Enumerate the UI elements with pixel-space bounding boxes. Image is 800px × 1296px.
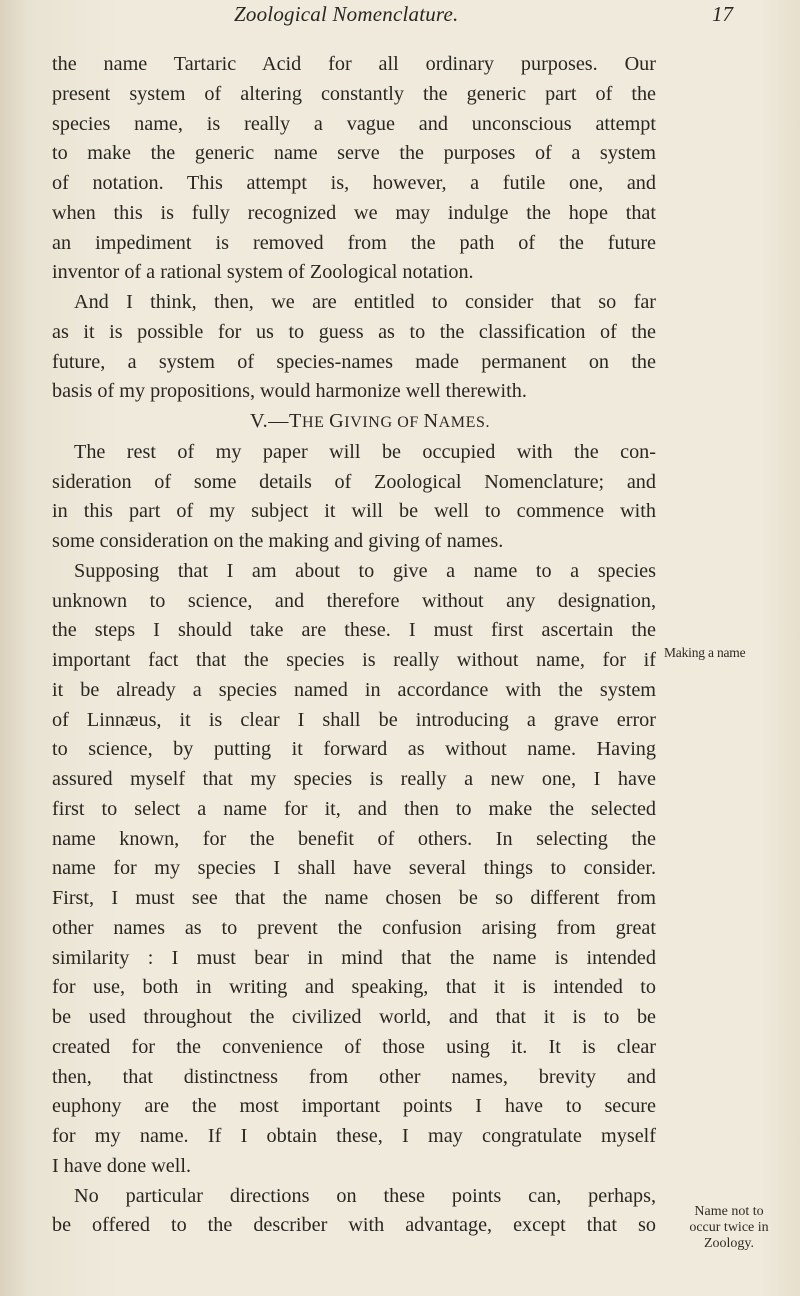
heading-cap: N (423, 410, 439, 432)
text-line: future, a system of species-names made permanent on the (52, 350, 656, 373)
text-line: name known, for the benefit of others. In selecting the (52, 827, 656, 850)
paragraph-1 (52, 50, 656, 288)
heading-numeral: V.— (250, 410, 290, 432)
heading-cap: T (289, 410, 302, 432)
text-line: to make the generic name serve the purposes of a system (52, 142, 656, 165)
text-line: basis of my propositions, would harmonize well therewith. (52, 380, 527, 403)
heading-smallcaps: IVING OF (344, 414, 424, 431)
text-line: first to select a name for it, and then to make the selected (52, 797, 656, 820)
text-line: of Linnæus, it is clear I shall be introducing a grave error (52, 708, 656, 731)
text-line: in this part of my subject it will be well to commence with (52, 500, 656, 523)
text-line: of notation. This attempt is, however, a futile one, and (52, 172, 656, 194)
margin-note-line: Name not to (694, 1204, 764, 1219)
text-line: created for the convenience of those using it. It is clear (52, 1035, 656, 1058)
heading-cap: G (329, 410, 345, 432)
text-line: when this is fully recognized we may indulge the hope that (52, 201, 656, 224)
margin-note-making-a-name: Making a name (664, 645, 746, 660)
text-line: euphony are the most important points I have to secure (52, 1095, 656, 1118)
paragraph-2 (52, 288, 656, 407)
section-heading (52, 407, 656, 438)
heading-smallcaps: AMES. (438, 414, 491, 431)
text-line: I have done well. (52, 1154, 192, 1177)
heading-smallcaps: HE (301, 414, 330, 431)
running-title: Zoological Nomenclature. (234, 2, 459, 26)
body-text (52, 50, 656, 1241)
text-line: similarity : I must bear in mind that the name is intended (52, 946, 656, 969)
text-line: And I think, then, we are entitled to consider that so far (74, 291, 656, 313)
text-line: First, I must see that the name chosen be so different from (52, 887, 656, 909)
text-line: it be already a species named in accordance with the system (52, 678, 656, 701)
paragraph-4 (52, 557, 656, 1182)
text-line: present system of altering constantly the generic part of the (52, 82, 656, 105)
paragraph-3 (52, 438, 656, 557)
text-line: as it is possible for us to guess as to the classification of the (52, 320, 656, 343)
text-line: to science, by putting it forward as without name. Having (52, 738, 656, 761)
text-line: for use, both in writing and speaking, that it is intended to (52, 976, 656, 999)
text-line: some consideration on the making and giving of names. (52, 530, 504, 552)
margin-note-line: Zoology. (703, 1236, 755, 1251)
text-line: other names as to prevent the confusion arising from great (52, 916, 656, 939)
text-line: sideration of some details of Zoological Nomenclature; and (52, 470, 656, 493)
text-line: the steps I should take are these. I must first ascertain the (52, 619, 656, 642)
text-line: inventor of a rational system of Zoological notation. (52, 261, 474, 284)
page-number: 17 (712, 2, 733, 26)
text-line: for my name. If I obtain these, I may congratulate myself (52, 1125, 656, 1147)
margin-note-name-not-twice (664, 1204, 794, 1252)
text-line: assured myself that my species is really a new one, I have (52, 768, 656, 790)
paragraph-5 (52, 1182, 656, 1242)
text-line: then, that distinctness from other names, brevity and (52, 1065, 656, 1088)
text-line: name for my species I shall have several things to consider. (52, 857, 656, 880)
text-line: important fact that the species is really without name, for if (52, 649, 656, 671)
text-line: an impediment is removed from the path of the future (52, 231, 656, 254)
margin-note-line: occur twice in (689, 1220, 769, 1235)
text-line: Supposing that I am about to give a name to a species (74, 559, 656, 582)
text-line: be used throughout the civilized world, and that it is to be (52, 1006, 656, 1028)
text-line: be offered to the describer with advantage, except that so (52, 1214, 656, 1237)
text-line: species name, is really a vague and unconscious attempt (52, 112, 656, 135)
text-line: unknown to science, and therefore without any designation, (52, 589, 656, 612)
text-line: the name Tartaric Acid for all ordinary purposes. Our (52, 53, 656, 75)
text-line: No particular directions on these points can, perhaps, (74, 1184, 656, 1207)
text-line: The rest of my paper will be occupied with the con- (74, 440, 656, 463)
page-header (0, 2, 800, 32)
